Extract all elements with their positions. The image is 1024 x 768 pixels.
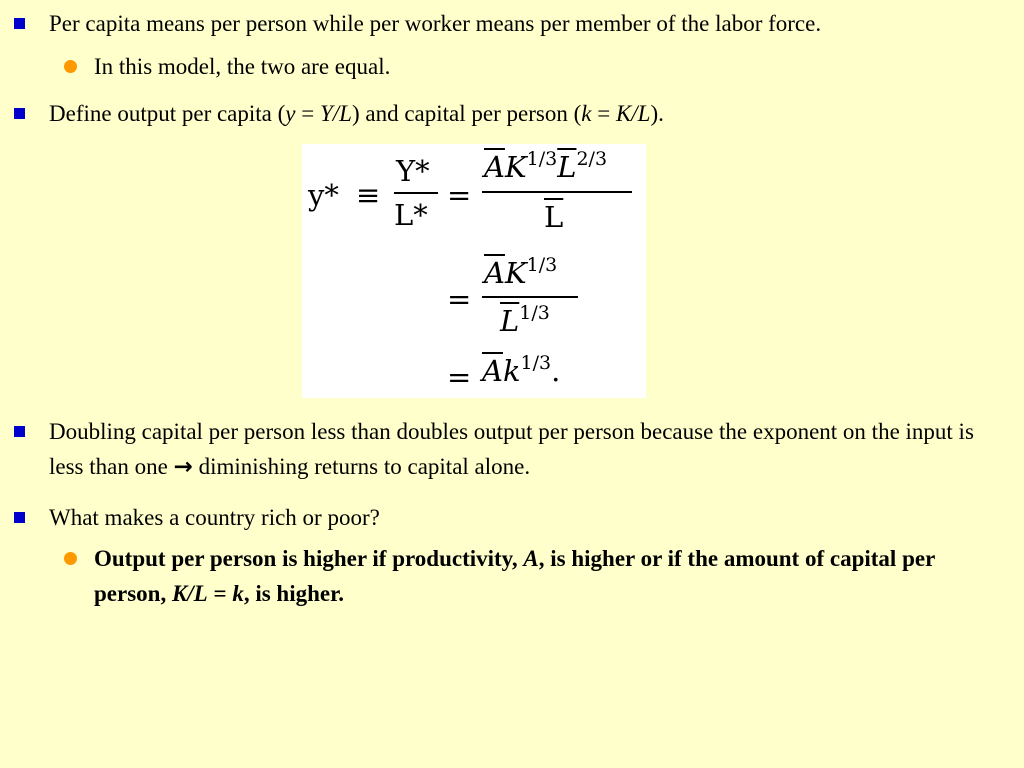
arrow-right-icon: → [173, 454, 193, 480]
eq-result: $\overline{A}k^{1/3}$. [482, 352, 561, 388]
eq-equiv: ≡ [356, 178, 381, 212]
bullet-text: Define output per capita (y = Y/L) and capital per person (k = K/L). [49, 101, 664, 126]
eq-den-lstar: L* [394, 198, 428, 232]
fraction-line [482, 296, 578, 298]
square-bullet-icon [14, 512, 25, 523]
subbullet-text: Output per person is higher if productivity, A, is higher or if the amount of capital per person, K/L = k, is higher. [94, 546, 935, 606]
round-bullet-icon [64, 60, 77, 73]
bullet-text: Per capita means per person while per worker means per member of the labor force. [49, 11, 822, 36]
eq-equals: = [447, 178, 472, 212]
eq-numerator-1: $\overline{A}K^{1/3}\overline{L}^{2/3}$ [484, 148, 608, 184]
fraction-line [482, 191, 632, 193]
eq-denominator-1: $\overline{L}$ [544, 200, 564, 234]
bullet-text: Doubling capital per person less than doubles output per person because the exponent on the input is less than one → diminishing returns to capital alone. [49, 419, 974, 480]
fraction-line [394, 192, 438, 194]
square-bullet-icon [14, 108, 25, 119]
eq-equals: = [447, 360, 472, 394]
eq-denominator-2: $\overline{L}^{1/3}$ [500, 302, 550, 338]
bullet-text: What makes a country rich or poor? [49, 505, 380, 530]
subbullet-text: In this model, the two are equal. [94, 54, 391, 79]
equation-panel [302, 144, 646, 398]
eq-equals: = [447, 282, 472, 316]
eq-numerator-2: $\overline{A}K^{1/3}$ [484, 254, 558, 290]
square-bullet-icon [14, 426, 25, 437]
eq-ystar: y* [308, 178, 339, 212]
round-bullet-icon [64, 552, 77, 565]
eq-num-ystar: Y* [396, 154, 430, 188]
square-bullet-icon [14, 18, 25, 29]
